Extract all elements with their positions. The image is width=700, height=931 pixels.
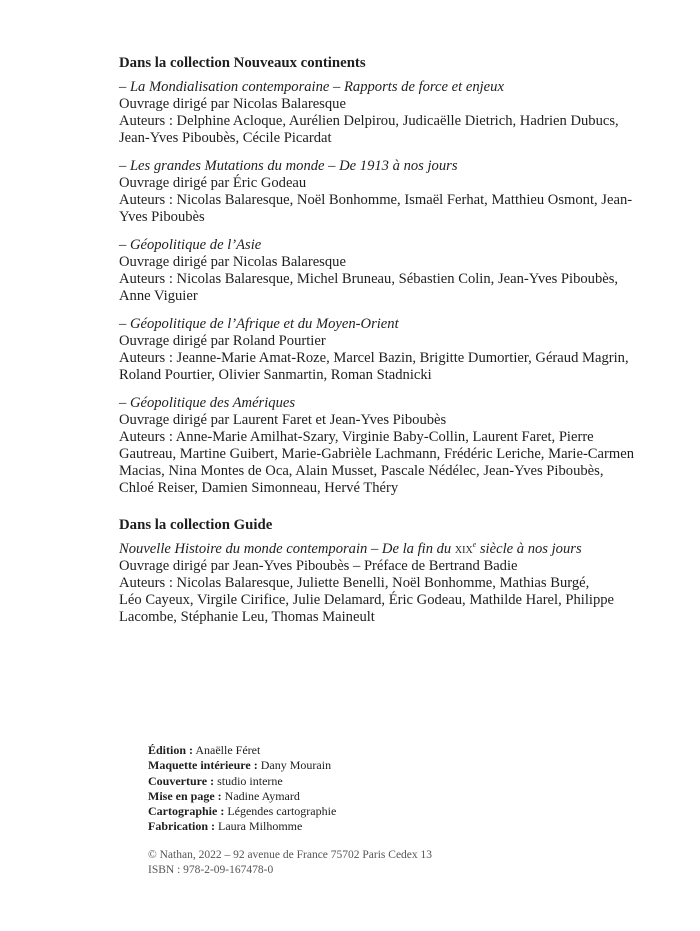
book-entry <box>119 158 639 226</box>
book-title: – Les grandes Mutations du monde – De 1913 à nos jours <box>119 158 458 174</box>
book-title-part2: siècle à nos jours <box>476 541 582 557</box>
book-authors: Auteurs : Nicolas Balaresque, Noël Bonhomme, Ismaël Ferhat, Matthieu Osmont, Jean- <box>119 192 633 208</box>
book-entry <box>119 79 639 147</box>
credit-value: Légendes cartographie <box>227 804 337 819</box>
book-title-century: xix <box>454 541 473 557</box>
credit-line <box>148 819 548 834</box>
credit-line <box>148 743 548 758</box>
section-spacer <box>119 508 639 517</box>
book-authors: Lacombe, Stéphanie Leu, Thomas Maineult <box>119 609 375 625</box>
book-title <box>119 541 639 558</box>
book-entry <box>119 395 639 497</box>
collection-heading-guide: Dans la collection Guide <box>119 517 273 533</box>
credit-label: Maquette intérieure : <box>148 758 258 773</box>
legal-block <box>148 848 568 878</box>
credit-label: Mise en page : <box>148 788 222 803</box>
book-entry <box>119 541 639 626</box>
book-title: – Géopolitique de l’Asie <box>119 237 262 253</box>
book-authors: Auteurs : Nicolas Balaresque, Michel Bruneau, Sébastien Colin, Jean-Yves Piboubès, <box>119 271 619 287</box>
book-entry <box>119 237 639 305</box>
credit-label: Fabrication : <box>148 819 215 834</box>
book-authors: Jean-Yves Piboubès, Cécile Picardat <box>119 130 332 146</box>
book-title-superscript: e <box>472 540 477 550</box>
copyright-line: © Nathan, 2022 – 92 avenue de France 75702 Paris Cedex 13 <box>148 849 433 861</box>
credit-label: Édition : <box>148 743 194 757</box>
credit-label: Cartographie : <box>148 804 225 819</box>
credit-value: Dany Mourain <box>260 758 332 773</box>
book-title: – La Mondialisation contemporaine – Rapports de force et enjeux <box>119 79 504 95</box>
book-authors: Léo Cayeux, Virgile Cirifice, Julie Delamard, Éric Godeau, Mathilde Harel, Philippe <box>119 592 615 608</box>
book-title-part1: Nouvelle Histoire du monde contemporain – De la fin du <box>119 541 455 557</box>
credit-value: Anaëlle Féret <box>195 743 261 757</box>
book-title: – Géopolitique de l’Afrique et du Moyen-Orient <box>119 316 399 332</box>
credit-label: Couverture : <box>148 773 215 788</box>
credit-line <box>148 789 548 804</box>
credit-line <box>148 758 548 773</box>
credit-line <box>148 774 548 789</box>
book-authors: Anne Viguier <box>119 288 198 304</box>
book-director: Ouvrage dirigé par Roland Pourtier <box>119 333 326 349</box>
credit-line <box>148 804 548 819</box>
book-director: Ouvrage dirigé par Laurent Faret et Jean-Yves Piboubès <box>119 412 447 428</box>
book-director: Ouvrage dirigé par Nicolas Balaresque <box>119 254 346 270</box>
book-director: Ouvrage dirigé par Éric Godeau <box>119 175 307 191</box>
book-authors: Auteurs : Delphine Acloque, Aurélien Delpirou, Judicaëlle Dietrich, Hadrien Dubucs, <box>119 113 619 129</box>
collections-list <box>119 55 639 637</box>
book-authors: Gautreau, Martine Guibert, Marie-Gabrièle Lachmann, Frédéric Leriche, Marie-Carmen <box>119 446 634 462</box>
credit-value: Nadine Aymard <box>224 788 300 803</box>
book-entry <box>119 316 639 384</box>
book-director: Ouvrage dirigé par Nicolas Balaresque <box>119 96 346 112</box>
book-authors: Auteurs : Nicolas Balaresque, Juliette Benelli, Noël Bonhomme, Mathias Burgé, <box>119 575 590 591</box>
book-authors: Auteurs : Jeanne-Marie Amat-Roze, Marcel Bazin, Brigitte Dumortier, Géraud Magrin, <box>119 350 629 366</box>
book-authors: Auteurs : Anne-Marie Amilhat-Szary, Virginie Baby-Collin, Laurent Faret, Pierre <box>119 429 594 445</box>
credit-value: studio interne <box>217 773 283 788</box>
book-director: Ouvrage dirigé par Jean-Yves Piboubès – Préface de Bertrand Badie <box>119 558 518 574</box>
credit-value: Laura Milhomme <box>218 819 303 834</box>
collection-heading-nouveaux-continents: Dans la collection Nouveaux continents <box>119 55 366 71</box>
book-authors: Macias, Nina Montes de Oca, Alain Musset, Pascale Nédélec, Jean-Yves Piboubès, <box>119 463 604 479</box>
book-authors: Yves Piboubès <box>119 209 205 225</box>
credits-block <box>148 743 548 835</box>
book-title: – Géopolitique des Amériques <box>119 395 296 411</box>
book-authors: Roland Pourtier, Olivier Sanmartin, Roman Stadnicki <box>119 367 432 383</box>
isbn-line: ISBN : 978-2-09-167478-0 <box>148 864 274 876</box>
book-authors: Chloé Reiser, Damien Simonneau, Hervé Théry <box>119 480 399 496</box>
